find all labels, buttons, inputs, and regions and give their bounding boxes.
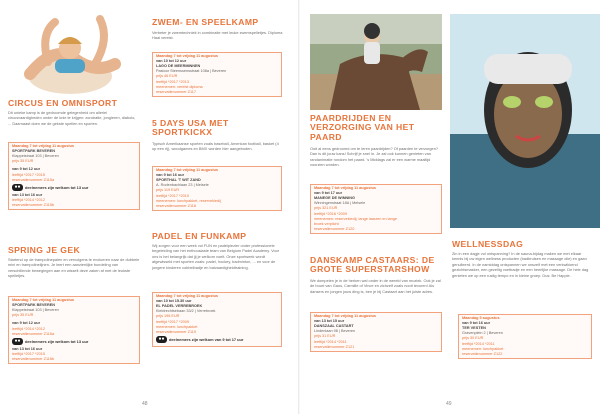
circus-address: Klappeistraat 103 | Beveren (12, 154, 59, 159)
spring-s1-age: leeftijd *2014 *2012 (12, 326, 45, 331)
padel-res: reservatienummer Z119 (156, 329, 197, 334)
sportkickx-age: leeftijd *2017 *2010 (156, 193, 189, 198)
people-icon: ●● (12, 184, 23, 191)
paard-dates: Maandag 7 tot vrijdag 11 augustus (314, 186, 377, 190)
dans-age: leeftijd *2014 *2011 (314, 339, 347, 344)
horse-photo (310, 14, 442, 110)
wellness-org: TER VESTEN (462, 326, 486, 331)
spring-s1-res: reservatienummer Z116a (12, 331, 55, 336)
dans-org: DANSZAAL CASTART (314, 324, 354, 329)
sportkickx-text: Typisch Amerikaanse sporten zoals baseball, American football, basket (4 op een rij), woodgames en BMX worden hier aangeboden. (152, 141, 279, 152)
circus-title: CIRCUS EN OMNISPORT (8, 98, 118, 108)
people-icon: ●● (156, 336, 167, 343)
padel-title: PADEL EN FUNKAMP (152, 231, 247, 241)
spring-dates: Maandag 7 tot vrijdag 11 augustus (12, 298, 75, 302)
wellness-title: WELLNESSDAG (452, 239, 524, 249)
spring-title: SPRING JE GEK (8, 245, 81, 255)
paard-age: leeftijd *2016 *2009 (314, 211, 347, 216)
paard-text: Ooit al eens gedroomd om te leren paardrijden? Of paarden te verzorgen? Dan is dit jouw kans! Schrijf je snel in. Je zal ook kunnen genieten van randanimatie rondom het paard. 's Middags zal er een warme maaltijd voorzien worden. (310, 146, 439, 168)
wellness-dates: Maandag 5 augustus (462, 316, 500, 320)
circus-deelnemers-badge (12, 184, 136, 191)
paard-org: MANEGE DE WINNING (314, 196, 355, 201)
paard-res: reservatienummer Z120 (314, 226, 355, 231)
dans-address: Lindenlaan 98 | Beveren (314, 329, 356, 334)
sportkickx-title: 5 DAYS USA MET SPORTKICKX (152, 118, 229, 138)
sportkickx-extra: meenemen: lunchpakket, reservekledij (156, 198, 221, 203)
padel-time: van 10 tot 15.30 uur (156, 299, 192, 304)
circus-s2-time: van 13 tot 16 uur (12, 192, 43, 197)
zwem-title: ZWEM- EN SPEELKAMP (152, 17, 259, 27)
sportkickx-address: A. Rodenbachlaan 23 | Melsele (156, 183, 209, 188)
zwem-extra: meenemen: vereist diploma (156, 84, 203, 89)
padel-deelnemers-text: deelnemers zijn welkom van 9 tot 17 uur (169, 336, 244, 342)
padel-dates: Maandag 7 tot vrijdag 11 augustus (156, 294, 219, 298)
spring-address: Klappeistraat 103 | Beveren (12, 308, 59, 313)
padel-extra: meenemen: lunchpakket (156, 324, 198, 329)
paard-time: van 9 tot 17 uur (314, 191, 343, 196)
dans-title: DANSKAMP CASTAARS: DE GROTE SUPERSTARSHOW (310, 255, 435, 275)
right-page (300, 0, 600, 414)
padel-price: prijs 196 EUR (156, 314, 180, 319)
wellness-age: leeftijd *2014 *2011 (462, 341, 495, 346)
wellness-price: prijs 30 EUR (462, 336, 484, 341)
circus-info-box (8, 142, 140, 210)
padel-deelnemers-badge (156, 336, 278, 343)
dans-res: reservatienummer Z121 (314, 344, 355, 349)
wellness-info-box (458, 314, 592, 359)
zwem-org: LAGO DE MEERMINNEN (156, 64, 201, 69)
padel-age: leeftijd *2017 *2009 (156, 319, 189, 324)
padel-org: EL PADEL VERREBROEK (156, 304, 203, 309)
circus-dates: Maandag 7 tot vrijdag 11 augustus (12, 144, 75, 148)
dans-price: prijs 31 EUR (314, 334, 336, 339)
spring-s2-time: van 13 tot 16 uur (12, 346, 43, 351)
gymnast-photo (0, 4, 142, 96)
sportkickx-org: SPORTHAL 'T WIT ZAND (156, 178, 201, 183)
zwem-dates: Maandag 7 tot vrijdag 11 augustus (156, 54, 219, 58)
paard-extra-2: broek verplicht (314, 221, 339, 226)
wellness-res: reservatienummer Z122 (462, 351, 503, 356)
circus-s1-time: van 9 tot 12 uur (12, 167, 41, 172)
sportkickx-dates: Maandag 7 tot vrijdag 11 augustus (156, 168, 219, 172)
zwem-time: van 10 tot 12 uur (156, 59, 187, 64)
dans-time: van 13 tot 15 uur (314, 319, 345, 324)
spring-text: Startend op de trampolinepalen en vervolgens te evolueren naar de dubbele mini en trampolinelijnen. Je leert een aanzienlijke bundeling van verschillende bewegingen aan en wisselt deze zaken af met de leukste spelletjes. (8, 257, 140, 279)
wellness-text: Zin in een dagje vol ontspanning? In de sauna-bijdag maken we met elkaar kennis bij uw eigen wellness producten (badbruisen en massage olie) en gaan genulleerd. In de namiddag ontspannen we onszelf met een verkwikkend gezichtsmasker, een gezellig voetbadje en een heerlijke massage. De hele dag genieten we op een rustig tempo en in kleine groep. Dus: Be Happie. (452, 251, 589, 278)
paard-extra-1: meenemen: reservekledij, lange laarzen en lange (314, 216, 397, 221)
wellness-photo (450, 14, 600, 228)
spring-price: prijs 35 EUR (12, 313, 34, 318)
circus-s1-age: leeftijd *2017 *2015 (12, 172, 45, 177)
wellness-extra: meenemen: lunchpakket (462, 346, 504, 351)
zwem-price: prijs 46 EUR (156, 74, 178, 79)
zwem-info-box (152, 52, 282, 97)
spring-s1-time: van 9 tot 12 uur (12, 321, 41, 326)
circus-deelnemers-text: deelnemers zijn welkom tot 13 uur (25, 184, 89, 190)
circus-s2-res: reservatienummer Z115b (12, 202, 55, 207)
dans-dates: Maandag 7 tot vrijdag 11 augustus (314, 314, 377, 318)
page-number-right: 49 (446, 401, 452, 407)
spring-s2-age: leeftijd *2017 *2015 (12, 351, 45, 356)
circus-text: Dit unieke kamp is de gedroomde gelegenheid om allerlei circusvaardigheden onder de knie te krijgen: acrobatie, jongleren, diabolo, ... Daarnaast doen we de gekste spellen en sporten. (8, 110, 136, 126)
spring-deelnemers-badge (12, 338, 136, 345)
people-icon: ●● (12, 338, 23, 345)
circus-s1-res: reservatienummer Z115a (12, 177, 55, 182)
spring-info-box (8, 296, 140, 364)
circus-org: SPORTPARK BEVEREN (12, 149, 55, 154)
spring-s2-res: reservatienummer Z116b (12, 356, 55, 361)
paard-address: Winningenstraat 18A | Melsele (314, 201, 366, 206)
sportkickx-price: prijs 119 EUR (156, 188, 180, 193)
wellness-time: van 9 tot 16 uur (462, 321, 491, 326)
padel-info-box (152, 292, 282, 347)
paard-title: PAARDRIJDEN EN VERZORGING VAN HET PAARD (310, 113, 415, 142)
padel-address: Kieldrechtsebaan 33/2 | Verrebroek (156, 309, 216, 314)
zwem-age: leeftijd *2017 *2013 (156, 79, 189, 84)
spring-deelnemers-text: deelnemers zijn welkom tot 13 uur (25, 338, 89, 344)
wellness-address: Gravenplein 2 | Beveren (462, 331, 503, 336)
paard-info-box (310, 184, 442, 234)
padel-text: Wij zorgen voor een week vol FUN en padelplezier onder professionele begeleiding van het enthousiaste team van Belgium Padel Academy. Voor ons is het belangrijk dat jij je welkom voelt. Onze sportweek wordt afgewisseld met sporten zoals: padel, hockey, badminton, ... en voor de jongere kinderen cobbelbadje en balvaardigheidtraining. (152, 243, 280, 270)
sportkickx-time: van 9 tot 16 uur (156, 173, 185, 178)
zwem-res: reservatienummer Z117 (156, 89, 197, 94)
dans-info-box (310, 312, 442, 352)
sportkickx-res: reservatienummer Z118 (156, 203, 197, 208)
page-number-left: 48 (142, 401, 148, 407)
zwem-text: Verbeter je zwemtechniek in combinatie met leuke zwemspelletjes. Diploma Haai vereist. (152, 30, 283, 41)
dans-text: We dompelen je in de herken wal onder in de wereld van muziek. Ook je zal de buurt van Gaos, Carmille of Vince en zichzelf zoals nooit tevoren! Als dansers en jongen jouw ding is, ben je bij Castaart aan het juiste adres. (310, 278, 441, 294)
sportkickx-info-box (152, 166, 282, 211)
circus-s2-age: leeftijd *2014 *2012 (12, 197, 45, 202)
paard-price: prijs 321 EUR (314, 206, 338, 211)
zwem-address: Pastoor Steenssensstraat 108a | Beveren (156, 69, 227, 74)
circus-price: prijs 35 EUR (12, 159, 34, 164)
spring-org: SPORTPARK BEVEREN (12, 303, 55, 308)
